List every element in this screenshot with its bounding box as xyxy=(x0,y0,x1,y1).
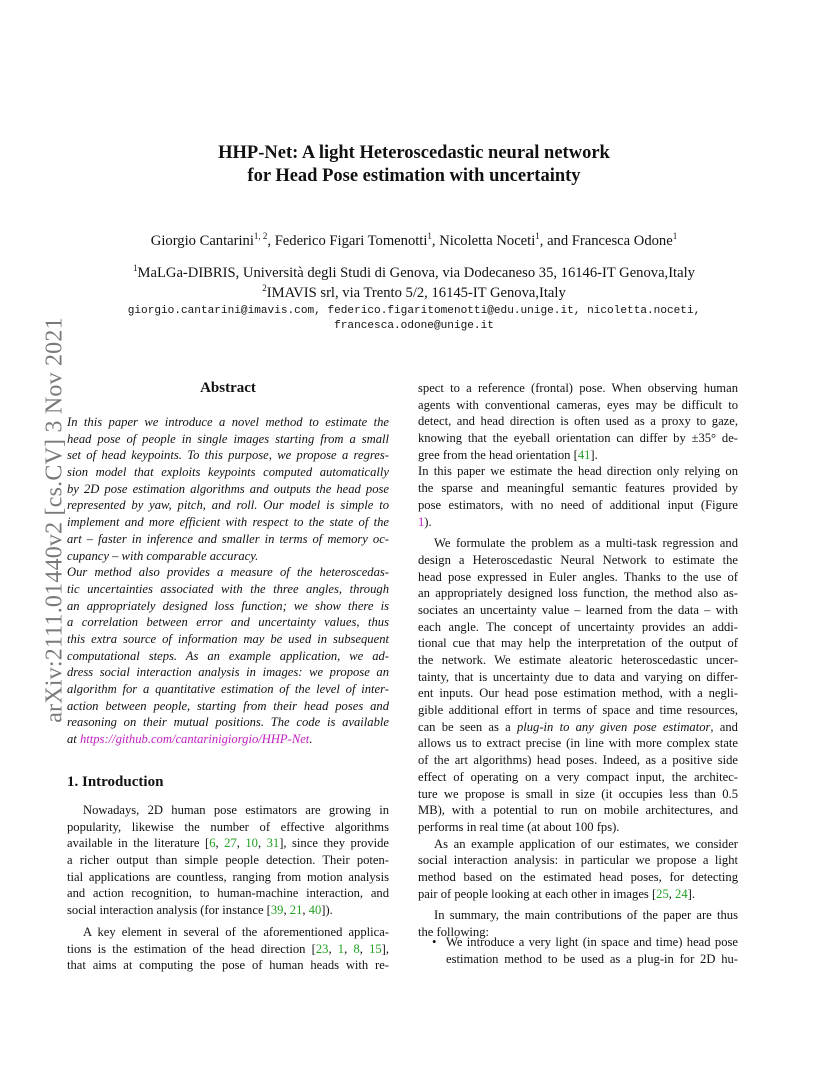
text-line: tional cue that may help the interpretation of the output of xyxy=(418,636,738,651)
abstract-line: algorithm for a quantitative estimation of the level of inter- xyxy=(67,682,389,696)
abstract-line: cupancy – with comparable accuracy. xyxy=(67,548,259,563)
text-line: MB), with a potential to run on mobile architectures, and xyxy=(418,803,738,818)
citation-link[interactable]: 8 xyxy=(353,941,360,956)
text-line: of the art algorithms) head poses. Indeed, as a positive side xyxy=(418,753,738,768)
paper-title-line-1: HHP-Net: A light Heteroscedastic neural network xyxy=(218,143,610,163)
citation-link[interactable]: 25 xyxy=(656,886,669,901)
text-line: head pose expressed in Euler angles. Thanks to the use of xyxy=(418,569,738,584)
abstract-line: a correlation between error and uncertainty values, thus xyxy=(67,615,389,630)
abstract-line: action between people, starting from their head poses and xyxy=(67,698,389,713)
text-line: ture we propose is small in size (it occupies less than 0.5 xyxy=(418,786,738,801)
text-line: effect of operating on a very compact input, the architec- xyxy=(418,769,738,784)
text-line: popularity, likewise the number of effective algorithms xyxy=(67,819,389,834)
citation-link[interactable]: 27 xyxy=(224,836,237,851)
text-line: tainty, that is uncertainty due to data and varying on differ- xyxy=(418,669,738,684)
citation-link[interactable]: 21 xyxy=(289,903,303,918)
affiliation-1: $^1$MaLGa-DIBRIS, Università degli Studi di Genova, via Dodecaneso 35, 16146-IT Genova,Italy xyxy=(133,263,695,281)
text-line: 1). xyxy=(418,514,432,529)
abstract-body xyxy=(67,414,389,748)
bullet-line: estimation method to be used as a plug-in for 2D hu- xyxy=(446,951,738,966)
citation-link[interactable]: 10 xyxy=(245,836,258,851)
citation-link[interactable]: 23 xyxy=(315,941,329,956)
abstract-heading: Abstract xyxy=(200,380,256,396)
figure-ref-link[interactable]: 1 xyxy=(418,514,425,529)
citation-link[interactable]: 15 xyxy=(369,941,382,956)
text-line: In summary, the main contributions of the paper are thus xyxy=(434,908,738,923)
text-line: A key element in several of the aforementioned applica- xyxy=(83,924,389,939)
text-line: each angle. The concept of uncertainty provides an addi- xyxy=(418,619,738,634)
abstract-line: head pose of people in single images starting from a small xyxy=(67,431,389,446)
abstract-line: by 2D pose estimation algorithms and outputs the head pose xyxy=(67,481,389,496)
section-heading-introduction: 1. Introduction xyxy=(67,774,164,790)
text-line: spect to a reference (frontal) pose. When observing human xyxy=(418,381,738,395)
citation-link[interactable]: 31 xyxy=(266,836,280,851)
text-line: that aims at computing the pose of human heads with re- xyxy=(67,958,389,973)
citation-link[interactable]: 24 xyxy=(675,886,688,901)
emphasis: plug-in to any given pose estimator xyxy=(516,719,711,734)
text-line: ent inputs. Our head pose estimation method, with a negli- xyxy=(418,686,738,701)
text-line: the sparse and meaningful semantic features provided by xyxy=(418,481,738,496)
text-line: detect, and head direction is often used as a proxy to gaze, xyxy=(418,414,738,429)
text-line: a richer output than simple people detection. Their poten- xyxy=(67,853,389,868)
citation-link[interactable]: 1 xyxy=(337,941,345,956)
author-list: Giorgio Cantarini$^{1, 2}$, Federico Figari Tomenotti$^1$, Nicoletta Noceti$^1$, and Francesca Odone$^1$ xyxy=(150,231,678,249)
code-link[interactable]: https://github.com/cantarinigiorgio/HHP-Net xyxy=(79,732,310,747)
email-line-2: francesca.odone@unige.it xyxy=(334,320,494,332)
arxiv-id: arXiv:2111.01440v2 [cs.CV] 3 Nov 2021 xyxy=(41,317,68,723)
author-name: Federico Figari Tomenotti xyxy=(274,233,428,249)
abstract-line: tic uncertainties associated with the three angles, through xyxy=(67,581,389,596)
text-line: tions is the estimation of the head direction [23, 1, 8, 15], xyxy=(67,941,390,956)
abstract-line: computational steps. As an example application, we ad- xyxy=(67,648,389,663)
abstract-line: set of head keypoints. To this purpose, we propose a regres- xyxy=(67,448,389,463)
affiliation-2: $^2$IMAVIS srl, via Trento 5/2, 16145-IT Genova,Italy xyxy=(262,283,566,301)
paper-title-line-2: for Head Pose estimation with uncertainty xyxy=(247,166,581,186)
text-line: an appropriately designed loss function, the method also as- xyxy=(418,586,738,601)
bullet-line: We introduce a very light (in space and time) head pose xyxy=(446,935,738,949)
text-line: gree from the head orientation [41]. xyxy=(418,447,598,462)
abstract-line: implement and more efficient with respect to the state of the xyxy=(67,515,389,530)
text-line: the network. We estimate aleatoric heteroscedastic uncer- xyxy=(418,653,738,667)
text-line: performs in real time (at about 100 fps). xyxy=(418,819,620,834)
abstract-line: Our method also provides a measure of the heteroscedas- xyxy=(67,565,389,580)
text-line: pose estimators, with no need of additional input (Figure xyxy=(418,497,738,512)
email-line-1: giorgio.cantarini@imavis.com, federico.figaritomenotti@edu.unige.it, nicoletta.noceti, xyxy=(127,305,701,317)
bullet-marker: • xyxy=(432,935,437,949)
text-line: In this paper we estimate the head direction only relying on xyxy=(418,464,738,479)
text-line: pair of people looking at each other in images [25, 24]. xyxy=(418,886,695,901)
citation-link[interactable]: 6 xyxy=(209,836,216,851)
text-line: As an example application of our estimates, we consider xyxy=(434,836,738,851)
intro-right-column xyxy=(418,380,738,941)
text-line: We formulate the problem as a multi-task regression and xyxy=(434,536,738,551)
text-line: Nowadays, 2D human pose estimators are growing in xyxy=(83,803,389,817)
author-name: Nicoletta Noceti xyxy=(439,233,536,249)
abstract-line: In this paper we introduce a novel method to estimate the xyxy=(67,415,389,429)
text-line: design a Heteroscedastic Neural Network to estimate the xyxy=(418,552,738,567)
citation-link[interactable]: 39 xyxy=(270,903,284,918)
text-line: allows us to extract precise (in line with more complex state xyxy=(418,736,738,751)
contribution-bullet xyxy=(446,934,738,967)
text-line: method based on the estimated head poses, for detecting xyxy=(418,869,738,884)
citation-link[interactable]: 41 xyxy=(577,447,591,462)
text-line: tial applications are countless, ranging from motion analysis xyxy=(67,869,389,884)
text-line: the following: xyxy=(418,925,490,939)
text-line: social interaction analysis (for instance [39, 21, 40]). xyxy=(67,903,333,918)
text-line: can be seen as a plug-in to any given pose estimator, and xyxy=(418,719,738,734)
abstract-line: dress social interaction analysis in images: we propose an xyxy=(67,665,389,680)
text-line: and action recognition, to human-machine interaction, and xyxy=(67,886,389,901)
abstract-line: this extra source of information may be used in subsequent xyxy=(67,631,389,646)
text-line: agents with conventional cameras, eyes may be difficult to xyxy=(418,397,738,412)
abstract-line: represented by yaw, pitch, and roll. Our model is simple to xyxy=(67,498,389,513)
text-line: social interaction analysis: in particular we propose a light xyxy=(418,853,738,868)
abstract-line: an appropriately designed loss function; we show there is xyxy=(67,598,389,613)
text-line: sociates an uncertainty value – learned from the data – with xyxy=(418,602,738,617)
abstract-line: at https://github.com/cantarinigiorgio/HHP-Net. xyxy=(67,732,313,747)
text-line: gible additional effort in terms of space and time resources, xyxy=(418,703,738,718)
abstract-line: art – faster in inference and smaller in terms of memory oc- xyxy=(67,531,389,546)
intro-left-column xyxy=(67,802,389,974)
abstract-line: sion model that exploits keypoints computed automatically xyxy=(67,465,389,480)
author-name: Giorgio Cantarini xyxy=(150,233,254,249)
text-line: available in the literature [6, 27, 10, 31], since they provide xyxy=(67,836,390,851)
citation-link[interactable]: 40 xyxy=(308,903,322,918)
text-line: knowing that the eyeball orientation can differ by ±35° de- xyxy=(418,431,738,446)
author-name: Francesca Odone xyxy=(571,233,673,249)
abstract-line: reasoning on their mutual positions. The code is available xyxy=(67,715,389,730)
